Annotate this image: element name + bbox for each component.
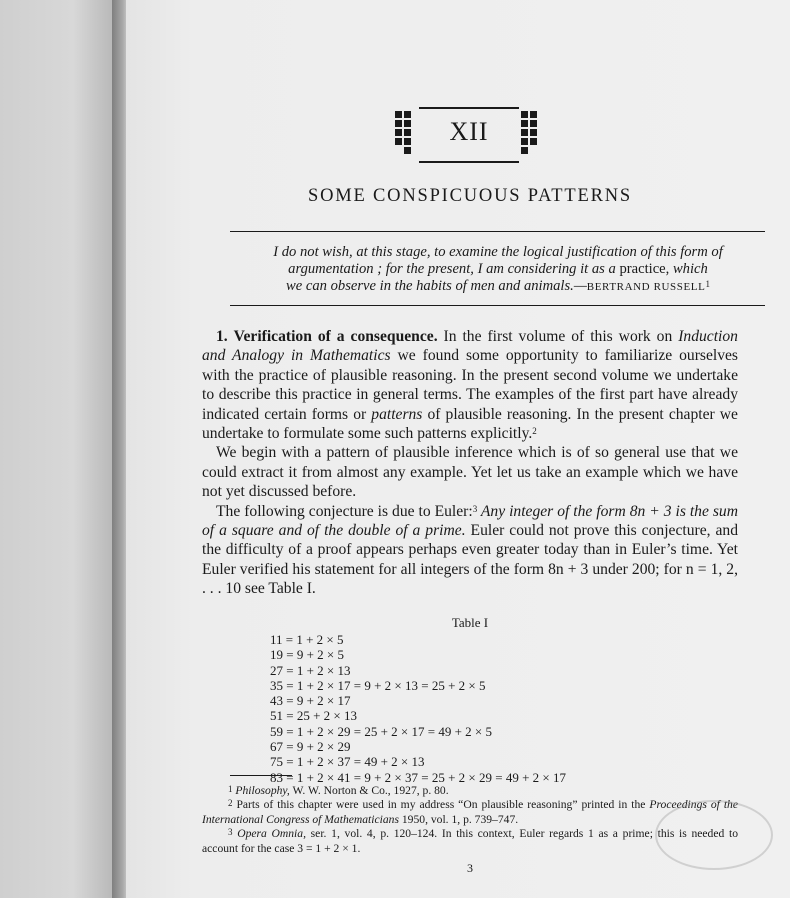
table-row: 59 = 1 + 2 × 29 = 25 + 2 × 17 = 49 + 2 × 5 [270, 723, 492, 739]
paragraph-3: The following conjecture is due to Euler:$^3$ Any integer of the form 8n + 3 is the sum of a square and of the double of a prime. Euler could not prove this conjecture, and the difficulty of a proof appears perhaps even greater today than in Euler’s time. Yet Euler verified his statement for all integers of the form 8n + 3 under 200; for n = 1, 2, . . . 10 see Table I. [202, 502, 738, 598]
table-row: 27 = 1 + 2 × 13 [270, 662, 351, 678]
epigraph-line-1: I do not wish, at this stage, to examine the logical justification of this form of [273, 244, 723, 260]
facing-page [0, 0, 122, 898]
book-title: Induction and Analogy in Mathematics [202, 328, 738, 365]
footnote-1: $^1$ Philosophy, W. W. Norton & Co., 1927, p. 80. [228, 784, 449, 797]
table-row: 51 = 25 + 2 × 13 [270, 708, 357, 724]
table-row: 43 = 9 + 2 × 17 [270, 693, 351, 709]
epigraph-author: BERTRAND RUSSELL [586, 281, 706, 293]
page-number: 3 [467, 861, 473, 875]
epigraph-footnote-mark: 1 [705, 279, 710, 289]
footnote-2: $^2$ Parts of this chapter were used in my address “On plausible reasoning” printed in the Proceedings of the International Congress of Mathematicians 1950, vol. 1, p. 739–747. [202, 798, 738, 826]
section-title: Verification of a consequence. [233, 328, 438, 345]
chapter-title: SOME CONSPICUOUS PATTERNS [308, 186, 632, 206]
table-row: 11 = 1 + 2 × 5 [270, 632, 344, 647]
section-body [202, 327, 738, 599]
epigraph-top-rule [230, 231, 765, 232]
footnote-mark-3: 3 [472, 503, 478, 514]
footnote-rule [230, 775, 292, 776]
chapter-number: XII [449, 117, 489, 146]
table-row: 67 = 9 + 2 × 29 [270, 739, 351, 755]
epigraph-practice: practice, [619, 261, 670, 277]
table-row: 83 = 1 + 2 × 41 = 9 + 2 × 37 = 25 + 2 × 29 = 49 + 2 × 17 [270, 769, 566, 785]
table-row: 75 = 1 + 2 × 37 = 49 + 2 × 13 [270, 754, 425, 770]
epigraph-line-2: argumentation ; for the present, I am considering it as a practice, which [288, 261, 708, 277]
paragraph-1: 1. Verification of a consequence. In the first volume of this work on Induction and Analogy in Mathematics we found some opportunity to familiarize ourselves with the practice of plausible reasoning. In the present second volume we undertake to describe this practice in general terms. The examples of the first part have already indicated certain forms or patterns of plausible reasoning. In the present chapter we undertake to formulate some such patterns explicitly.$^2$ [202, 328, 739, 443]
table-row: 19 = 9 + 2 × 5 [270, 647, 344, 663]
epigraph [234, 244, 762, 296]
seal-watermark-icon [655, 800, 773, 870]
table-row: 35 = 1 + 2 × 17 = 9 + 2 × 13 = 25 + 2 × 5 [270, 677, 486, 693]
epigraph-bottom-rule [230, 305, 765, 306]
table-equations [270, 632, 566, 785]
epigraph-line-3: we can observe in the habits of men and animals.—BERTRAND RUSSELL$^1$ [286, 278, 710, 294]
chapter-heading-ornament [395, 107, 545, 165]
footnote-mark-2: 2 [532, 426, 537, 437]
table-caption: Table I [451, 615, 489, 630]
right-block-ornament [521, 111, 543, 163]
left-block-ornament [395, 111, 417, 163]
section-number: 1. [216, 328, 228, 345]
euler-conjecture: Any integer of the form 8n + 3 is the sum of a square and of the double of a prime. [202, 502, 738, 540]
paragraph-2: We begin with a pattern of plausible inference which is of so general use that we could extract it from almost any example. Yet let us take an example which we have not yet discussed before. [202, 444, 738, 501]
footnote-3: $^3$ Opera Omnia, ser. 1, vol. 4, p. 120–124. In this context, Euler regards 1 as a prime; this is needed to account for the case 3 = 1 + 2 × 1. [202, 827, 739, 855]
